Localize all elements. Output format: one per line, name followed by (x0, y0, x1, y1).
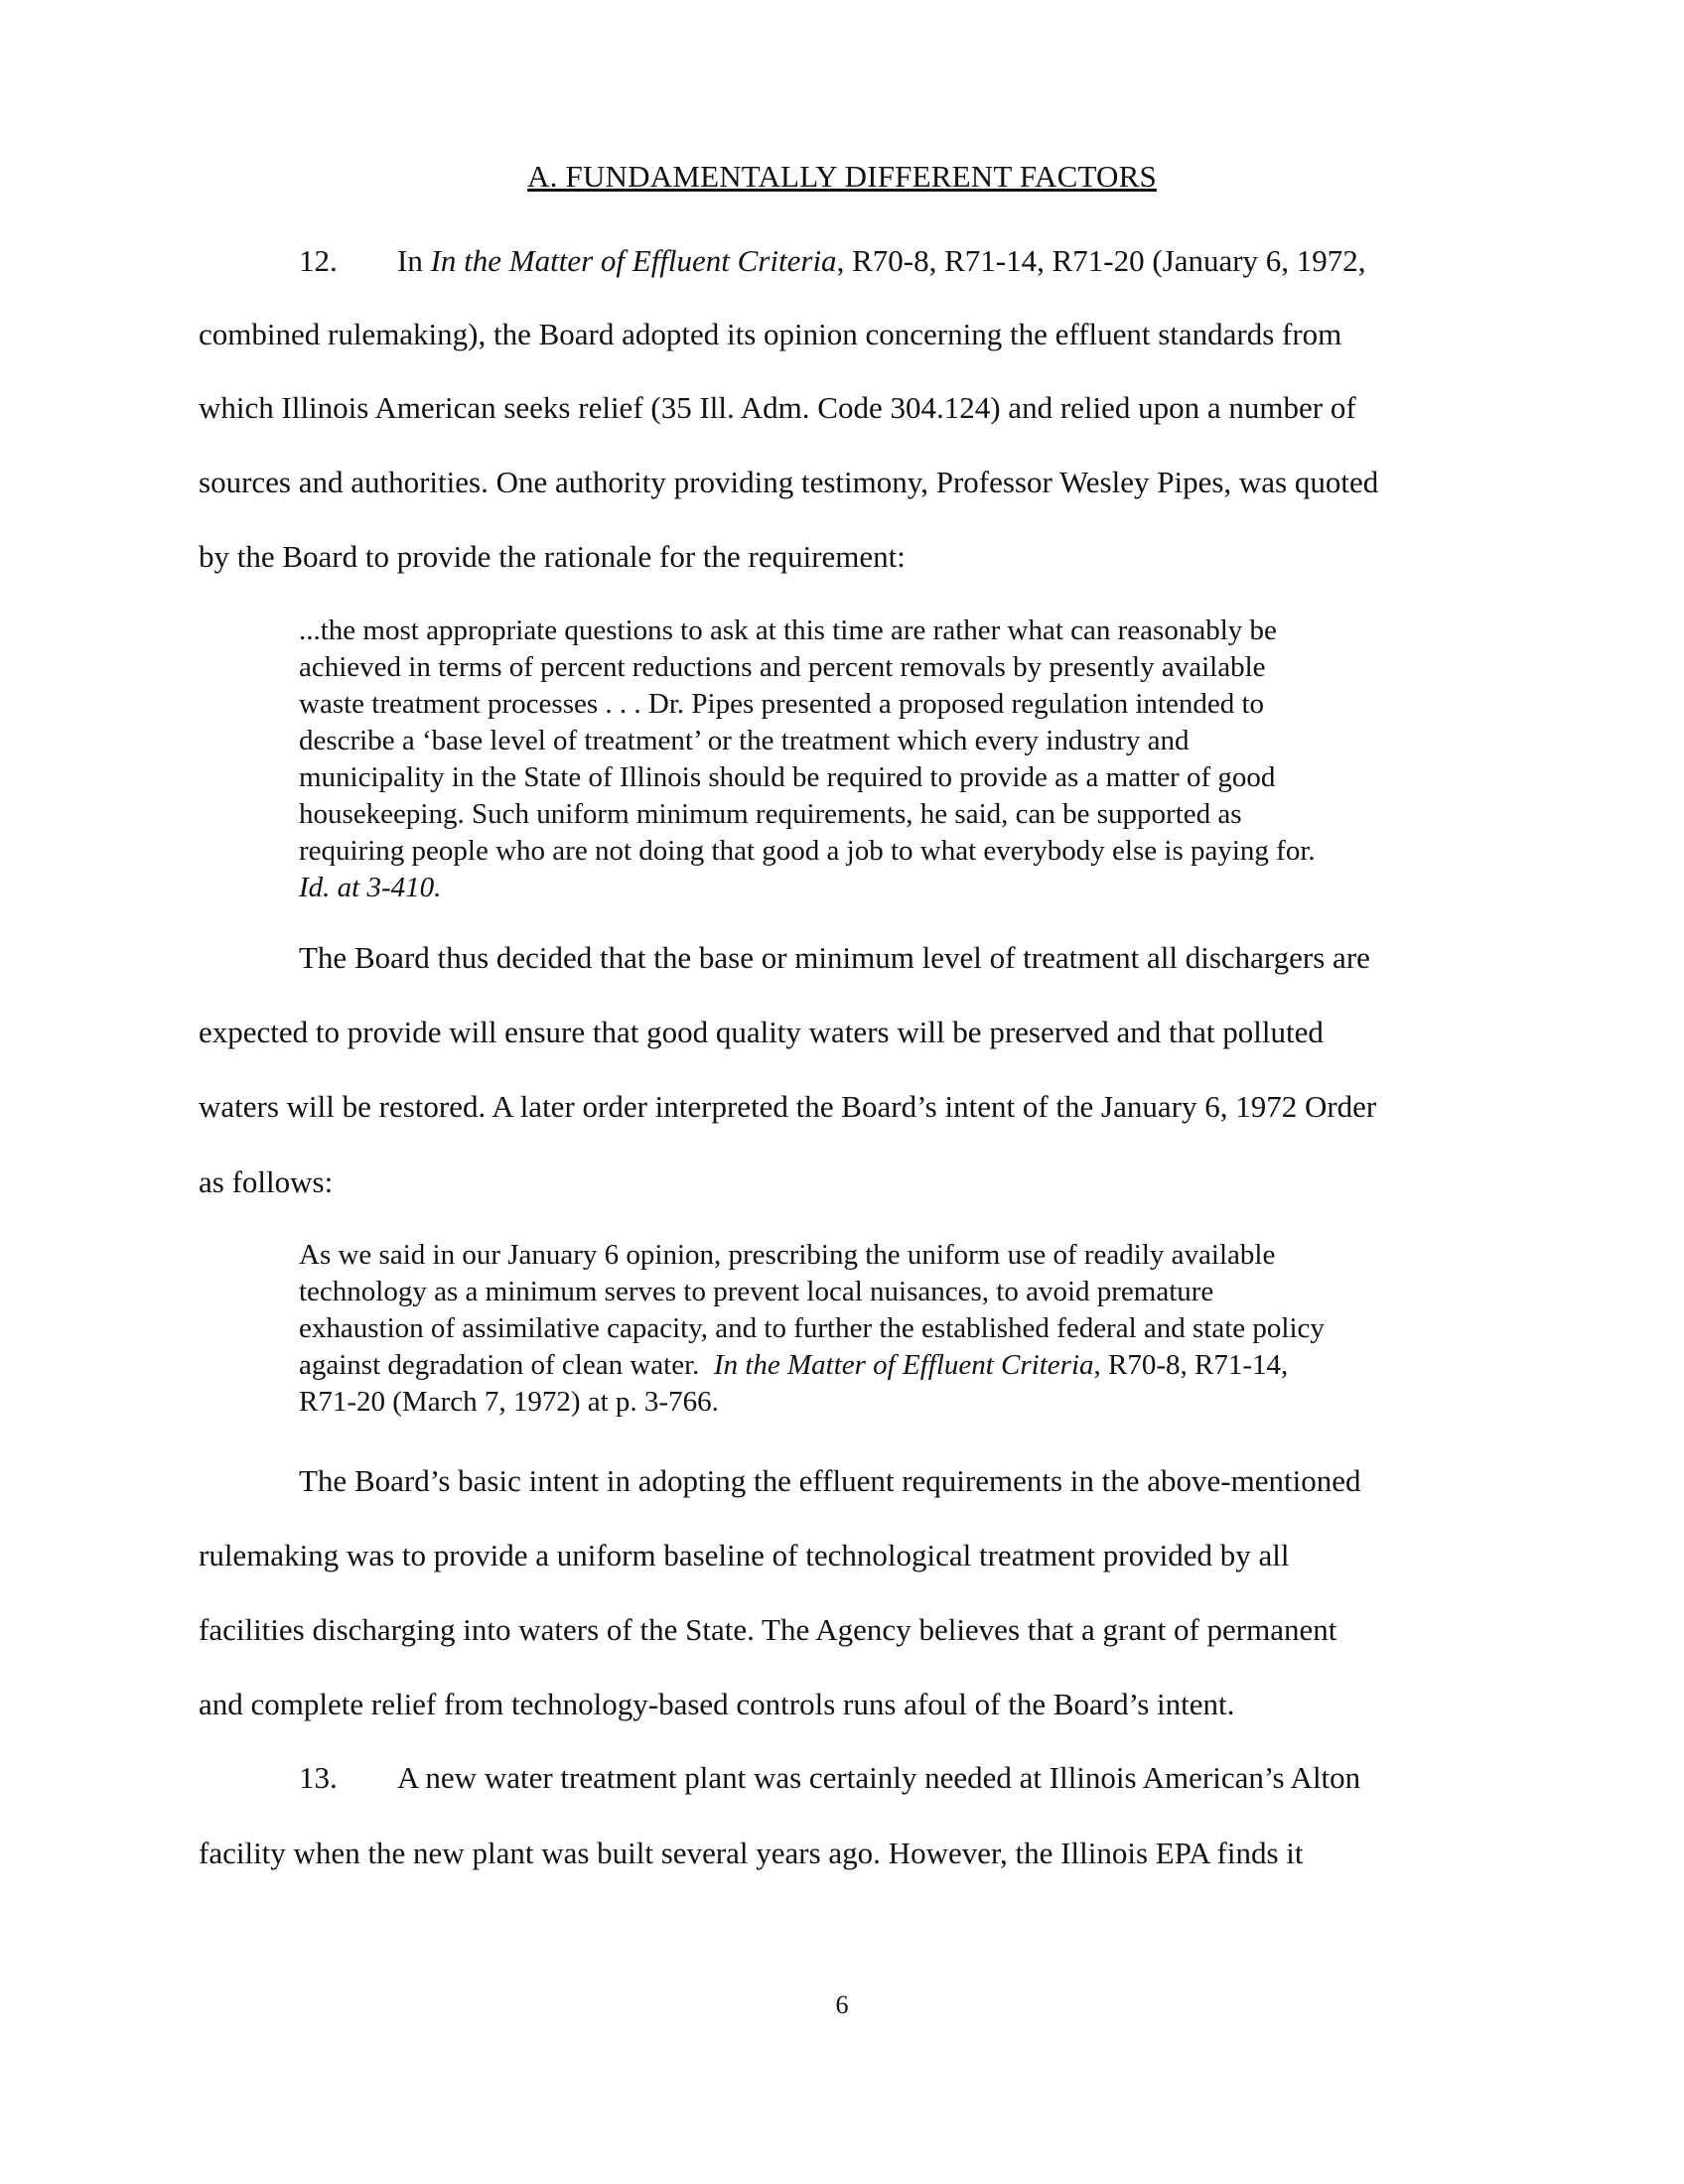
intent-para-line4: and complete relief from technology-based controls runs afoul of the Board’s intent. (199, 1687, 1235, 1721)
para13-line1-text: A new water treatment plant was certainly needed at Illinois American’s Alton (397, 1760, 1361, 1795)
board-para-line4: as follows: (199, 1164, 334, 1199)
para13-line1 (299, 1759, 1360, 1797)
quote2-line4-post: , R70-8, R71-14, (1093, 1349, 1289, 1381)
para12-line4: sources and authorities. One authority providing testimony, Professor Wesley Pipes, was quoted (199, 465, 1379, 499)
quote-line (299, 1347, 1451, 1384)
block-quote-march (299, 1237, 1451, 1421)
section-heading: A. FUNDAMENTALLY DIFFERENT FACTORS (527, 159, 1157, 194)
quote2-case-title: In the Matter of Effluent Criteria (713, 1349, 1094, 1381)
quote-line: exhaustion of assimilative capacity, and to further the established federal and state policy (299, 1312, 1325, 1344)
quote-line: describe a ‘base level of treatment’ or the treatment which every industry and (299, 725, 1190, 756)
para12-line1 (299, 242, 1366, 280)
quote-line: achieved in terms of percent reductions and percent removals by presently available (299, 651, 1266, 683)
quote-line: requiring people who are not doing that good a job to what everybody else is paying for. (299, 835, 1316, 867)
quote-line: municipality in the State of Illinois should be required to provide as a matter of good (299, 761, 1276, 793)
para12-line5: by the Board to provide the rationale for the requirement: (199, 539, 906, 574)
quote-line: As we said in our January 6 opinion, prescribing the uniform use of readily available (299, 1239, 1276, 1271)
quote-line: R71-20 (March 7, 1972) at p. 3-766. (299, 1386, 719, 1418)
para12-number: 12. (299, 243, 338, 278)
page-number: 6 (835, 1990, 849, 2019)
quote-line: waste treatment processes . . . Dr. Pipes presented a proposed regulation intended to (299, 688, 1265, 720)
quote-citation-text: Id. at 3-410. (299, 872, 442, 903)
intent-para-line2: rulemaking was to provide a uniform baseline of technological treatment provided by all (199, 1538, 1290, 1572)
board-para-line1: The Board thus decided that the base or minimum level of treatment all dischargers are (299, 940, 1370, 975)
para12-line3: which Illinois American seeks relief (35 Ill. Adm. Code 304.124) and relied upon a number of (199, 390, 1356, 425)
intent-para-line1: The Board’s basic intent in adopting the effluent requirements in the above-mentioned (299, 1463, 1361, 1498)
intent-para-line3: facilities discharging into waters of the State. The Agency believes that a grant of permanent (199, 1612, 1337, 1647)
quote-line: technology as a minimum serves to prevent local nuisances, to avoid premature (299, 1276, 1214, 1307)
board-para-line2: expected to provide will ensure that good quality waters will be preserved and that polluted (199, 1015, 1324, 1049)
para13-line2: facility when the new plant was built several years ago. However, the Illinois EPA finds it (199, 1836, 1304, 1870)
quote-line: ...the most appropriate questions to ask at this time are rather what can reasonably be (299, 614, 1277, 646)
para12-line1-pre: In (397, 243, 431, 278)
quote2-line4-pre: against degradation of clean water. (299, 1349, 714, 1381)
para13-number: 13. (299, 1760, 338, 1795)
para12-line1-post: , R70-8, R71-14, R71-20 (January 6, 1972, (836, 243, 1366, 278)
board-para-line3: waters will be restored. A later order interpreted the Board’s intent of the January 6, 1972 Order (199, 1089, 1377, 1124)
quote-line: housekeeping. Such uniform minimum requirements, he said, can be supported as (299, 798, 1242, 830)
block-quote-pipes (299, 613, 1451, 906)
para12-line2: combined rulemaking), the Board adopted its opinion concerning the effluent standards from (199, 317, 1342, 351)
para12-case-title: In the Matter of Effluent Criteria (430, 243, 837, 278)
quote-citation (299, 870, 1451, 906)
